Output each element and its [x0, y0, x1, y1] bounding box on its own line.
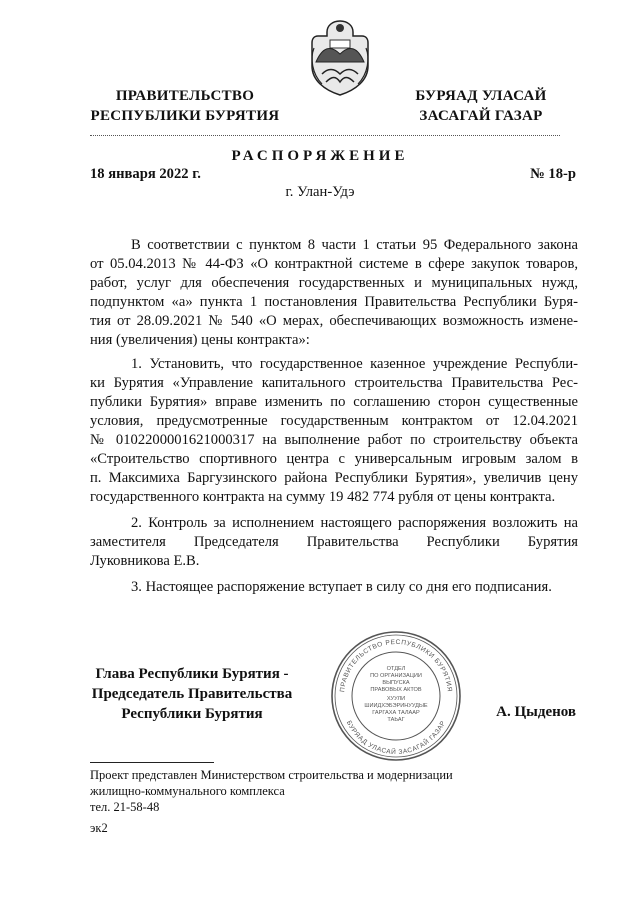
text-line: 2. Контроль за исполнением настоящего распоряжения возложить на — [131, 515, 578, 531]
header-left-line2: РЕСПУБЛИКИ БУРЯТИЯ — [90, 108, 280, 124]
text-line: № 0102200001621000317 на выполнение работ по строительству объекта — [90, 432, 578, 448]
document-number: № 18-р — [530, 166, 576, 182]
text-line: заместителя Председателя Правительства Республики Бурятия — [90, 534, 578, 550]
text-line: «Строительство спортивного центра с универсальным игровым залом в — [90, 451, 578, 467]
stamp-line: ШИИДХЭБЭРИНУУДЫЕ — [364, 703, 428, 709]
footer-code: эк2 — [90, 821, 108, 835]
stamp-line: ОТДЕЛ — [386, 666, 406, 672]
header-left-line1: ПРАВИТЕЛЬСТВО — [115, 88, 255, 104]
position-line2: Председатель Правительства — [91, 686, 293, 702]
footer-phone: тел. 21-58-48 — [90, 800, 160, 814]
header-left — [82, 86, 288, 126]
paragraph-item-2 — [90, 514, 578, 571]
text-line: государственного контракта на сумму 19 482 774 рубля от цены контракта. — [90, 489, 556, 505]
document-date: 18 января 2022 г. — [90, 166, 201, 182]
position-line1: Глава Республики Бурятия - — [95, 666, 289, 682]
document-city: г. Улан-Удэ — [285, 184, 355, 200]
footer-note — [90, 767, 570, 815]
stamp-ring-bottom: БУРЯАД УЛАСАЙ ЗАСАГАЙ ГАЗАР — [344, 719, 448, 757]
position-line3: Республики Бурятия — [121, 706, 263, 722]
text-line: тия от 28.09.2021 № 540 «О мерах, обеспечивающих возможность измене- — [90, 313, 578, 329]
text-line: п. Максимиха Баргузинского района Республики Бурятия», увеличив цену — [90, 470, 578, 486]
official-stamp — [328, 628, 464, 764]
text-line: от 05.04.2013 № 44-ФЗ «О контрактной системе в сфере закупок товаров, — [90, 256, 578, 272]
text-line: Луковникова Е.В. — [90, 553, 200, 569]
text-line: работ, услуг для обеспечения государственных и муниципальных нужд, — [90, 275, 578, 291]
document-title: РАСПОРЯЖЕНИЕ — [231, 148, 409, 164]
text-line: условия, предусмотренные государственным контрактом от 12.04.2021 — [90, 413, 578, 429]
footer-line2: жилищно-коммунального комплекса — [90, 784, 285, 798]
stamp-line: ТАЬАГ — [387, 717, 405, 723]
footer-line1: Проект представлен Министерством строительства и модернизации — [90, 768, 453, 782]
header-right-line2: ЗАСАГАЙ ГАЗАР — [419, 108, 543, 124]
stamp-ring-top: ПРАВИТЕЛЬСТВО РЕСПУБЛИКИ БУРЯТИЯ — [339, 638, 453, 693]
paragraph-item-3 — [90, 578, 578, 597]
stamp-line: ХУУЛИ — [386, 696, 406, 702]
coat-of-arms-icon — [308, 18, 372, 98]
stamp-line: ГАРГАХА ТАЛААР — [372, 710, 420, 716]
paragraph-item-1 — [90, 355, 578, 507]
signatory-position — [82, 664, 302, 724]
header-divider — [90, 135, 560, 136]
text-line: 3. Настоящее распоряжение вступает в силу со дня его подписания. — [131, 579, 552, 595]
text-line: публики Бурятия» вправе изменить по соглашению сторон существенные — [90, 394, 578, 410]
stamp-line: ПРАВОВЫХ АКТОВ — [370, 687, 422, 693]
signatory-name: А. Цыденов — [496, 704, 576, 720]
paragraph-preamble — [90, 236, 578, 350]
stamp-line: ПО ОРГАНИЗАЦИИ — [370, 673, 422, 679]
header-right — [398, 86, 564, 126]
footer-divider — [90, 762, 214, 763]
text-line: подпунктом «а» пункта 1 постановления Правительства Республики Буря- — [90, 294, 578, 310]
header-right-line1: БУРЯАД УЛАСАЙ — [415, 88, 547, 104]
text-line: ния (увеличения) цены контракта»: — [90, 332, 310, 348]
text-line: 1. Установить, что государственное казенное учреждение Республи- — [131, 356, 578, 372]
text-line: В соответствии с пунктом 8 части 1 статьи 95 Федерального закона — [131, 237, 578, 253]
svg-text:БУРЯАД УЛАСАЙ ЗАСАГАЙ ГАЗАР — [345, 720, 447, 756]
text-line: ки Бурятия «Управление капитального строительства Правительства Рес- — [90, 375, 578, 391]
stamp-line: ВЫПУСКА — [382, 680, 410, 686]
